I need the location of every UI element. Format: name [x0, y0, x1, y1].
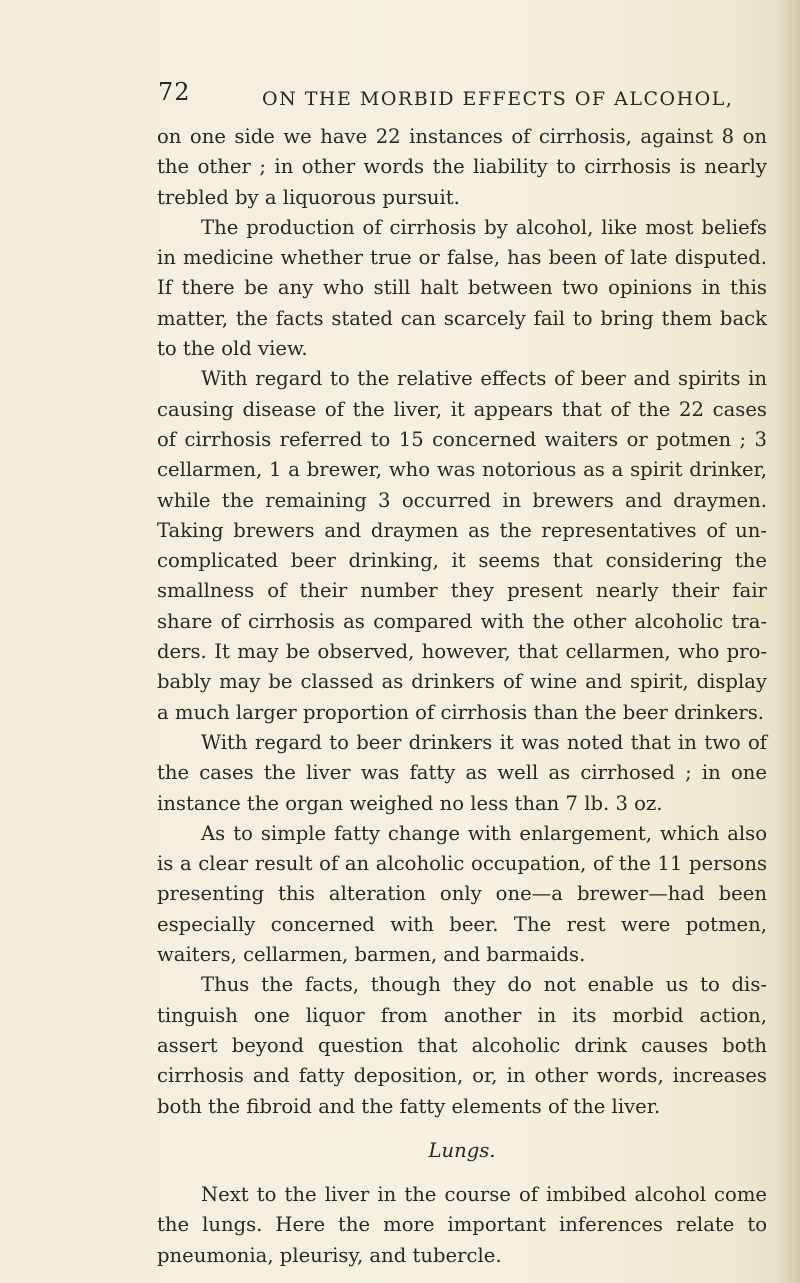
text-line: Next to the liver in the course of imbibed alcohol come	[201, 1183, 767, 1207]
text-line: share of cirrhosis as compared with the other alcoholic tra-	[157, 609, 767, 633]
text-line: cellarmen, 1 a brewer, who was notorious as a spirit drinker,	[157, 458, 767, 482]
text-line: smallness of their number they present nearly their fair	[157, 579, 767, 603]
text-line: the cases the liver was fatty as well as cirrhosed ; in one	[157, 761, 767, 785]
text-line: of cirrhosis referred to 15 concerned waiters or potmen ; 3	[157, 427, 767, 451]
text-line: trebled by a liquorous pursuit.	[157, 185, 460, 209]
text-line: especially concerned with beer. The rest were potmen,	[157, 912, 767, 936]
text-line: Thus the facts, though they do not enable us to dis-	[201, 973, 767, 997]
text-line: presenting this alteration only one—a brewer—had been	[157, 882, 767, 906]
text-line: to the old view.	[157, 337, 308, 361]
text-line: If there be any who still halt between two opinions in this	[157, 276, 767, 300]
text-line: causing disease of the liver, it appears that of the 22 cases	[157, 397, 767, 421]
page-number: 72	[158, 78, 191, 106]
text-line: the other ; in other words the liability to cirrhosis is nearly	[157, 155, 767, 179]
text-line: pneumonia, pleurisy, and tubercle.	[157, 1243, 502, 1267]
text-line: cirrhosis and fatty deposition, or, in other words, increases	[157, 1064, 767, 1088]
section-heading: Lungs.	[428, 1138, 496, 1162]
text-line: Taking brewers and draymen as the representatives of un-	[157, 518, 767, 542]
text-line: both the fibroid and the fatty elements of the liver.	[157, 1094, 661, 1118]
text-line: on one side we have 22 instances of cirrhosis, against 8 on	[157, 125, 767, 148]
text-line: a much larger proportion of cirrhosis than the beer drinkers.	[157, 700, 765, 724]
text-line: is a clear result of an alcoholic occupation, of the 11 persons	[157, 852, 767, 876]
text-line: instance the organ weighed no less than 7 lb. 3 oz.	[157, 791, 663, 815]
text-line: ders. It may be observed, however, that cellarmen, who pro-	[157, 640, 767, 664]
text-line: With regard to the relative effects of beer and spirits in	[201, 367, 767, 391]
text-line: The production of cirrhosis by alcohol, like most beliefs	[201, 215, 767, 239]
text-line: assert beyond question that alcoholic drink causes both	[157, 1033, 767, 1057]
text-line: As to simple fatty change with enlargement, which also	[201, 821, 767, 845]
text-line: complicated beer drinking, it seems that considering the	[157, 549, 767, 573]
text-line: while the remaining 3 occurred in brewers and draymen.	[157, 488, 767, 512]
text-line: tinguish one liquor from another in its morbid action,	[157, 1003, 767, 1027]
text-line: With regard to beer drinkers it was noted that in two of	[201, 730, 767, 754]
text-line: the lungs. Here the more important inferences relate to	[157, 1213, 767, 1237]
text-line: matter, the facts stated can scarcely fail to bring them back	[157, 306, 767, 330]
body-text	[157, 122, 767, 1271]
text-line: bably may be classed as drinkers of wine and spirit, display	[157, 670, 767, 694]
running-head: ON THE MORBID EFFECTS OF ALCOHOL,	[262, 88, 734, 110]
text-line: waiters, cellarmen, barmen, and barmaids.	[157, 943, 586, 967]
page-edge-shadow	[778, 0, 800, 1283]
text-line: in medicine whether true or false, has been of late disputed.	[157, 246, 767, 270]
